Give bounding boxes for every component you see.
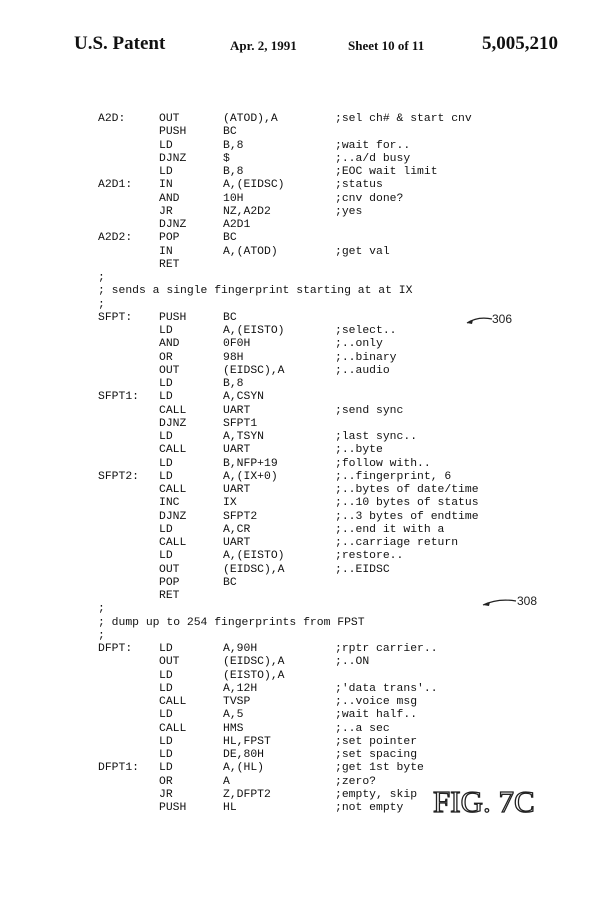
code-operand: A,CSYN	[223, 391, 265, 404]
code-comment: ;set pointer	[335, 735, 418, 748]
code-comment: ;status	[335, 179, 383, 192]
assembly-listing	[98, 113, 568, 815]
code-comment: ;not empty	[335, 802, 404, 814]
code-operand: BC	[223, 576, 237, 589]
code-opcode: PUSH	[159, 126, 187, 139]
code-comment: ;send sync	[335, 404, 404, 417]
code-operand: B,8	[223, 166, 244, 178]
comment-line: ; sends a single fingerprint starting at at IX	[98, 285, 413, 298]
code-line	[98, 193, 568, 206]
code-comment: ;wait half..	[335, 709, 418, 722]
code-operand: B,NFP+19	[223, 457, 278, 470]
code-line	[98, 418, 568, 431]
code-comment: ;..bytes of date/time	[335, 484, 479, 496]
code-opcode: PUSH	[159, 311, 187, 324]
code-line	[98, 444, 568, 457]
code-opcode: CALL	[159, 696, 187, 708]
code-label: A2D2:	[98, 232, 133, 245]
code-operand: BC	[223, 126, 237, 139]
code-operand: A,CR	[223, 523, 251, 536]
code-operand: (EIDSC),A	[223, 656, 285, 669]
code-opcode: LD	[159, 749, 173, 761]
code-operand: A,(EISTO)	[223, 325, 285, 337]
code-comment: ;..fingerprint, 6	[335, 470, 452, 483]
code-line	[98, 219, 568, 232]
code-line	[98, 365, 568, 378]
code-comment: ;'data trans'..	[335, 682, 438, 695]
code-comment: ;EOC wait limit	[335, 166, 438, 178]
code-opcode: POP	[159, 232, 180, 245]
code-line	[98, 511, 568, 524]
code-comment: ;yes	[335, 205, 363, 218]
code-line	[98, 140, 568, 153]
code-operand: HL,FPST	[223, 735, 271, 748]
code-line	[98, 656, 568, 669]
code-opcode: OUT	[159, 364, 180, 377]
code-operand: B,8	[223, 139, 244, 152]
code-opcode: IN	[159, 179, 173, 192]
code-operand: Z,DFPT2	[223, 788, 271, 801]
code-line	[98, 325, 568, 338]
code-comment: ;set spacing	[335, 749, 418, 761]
code-comment: ;..end it with a	[335, 523, 445, 536]
code-opcode: LD	[159, 325, 173, 337]
figure-label: FIG. 7C	[433, 784, 535, 819]
code-comment: ;sel ch# & start cnv	[335, 113, 472, 125]
code-line	[98, 179, 568, 192]
code-opcode: OUT	[159, 656, 180, 669]
code-label: SFPT2:	[98, 470, 140, 483]
code-comment: ;..ON	[335, 656, 370, 669]
code-line	[98, 206, 568, 219]
code-line	[98, 166, 568, 179]
code-label: SFPT:	[98, 311, 133, 324]
code-comment: ;empty, skip	[335, 788, 418, 801]
code-label: SFPT1:	[98, 391, 140, 404]
code-comment: ;cnv done?	[335, 192, 404, 205]
comment-line: ;	[98, 603, 105, 616]
code-operand: TVSP	[223, 696, 251, 708]
code-line	[98, 113, 568, 126]
code-comment: ;wait for..	[335, 139, 411, 152]
code-operand: SFPT2	[223, 510, 258, 523]
code-comment: ;rptr carrier..	[335, 643, 438, 655]
code-line	[98, 153, 568, 166]
code-line	[98, 723, 568, 736]
code-operand: IX	[223, 497, 237, 510]
code-operand: A	[223, 775, 230, 788]
code-opcode: LD	[159, 682, 173, 695]
code-comment: ;follow with..	[335, 457, 431, 470]
patent-number: 5,005,210	[482, 33, 558, 54]
code-line	[98, 259, 568, 272]
code-comment: ;..byte	[335, 444, 383, 457]
code-opcode: CALL	[159, 444, 187, 457]
code-comment: ;..a/d busy	[335, 152, 411, 165]
code-line	[98, 762, 568, 775]
code-opcode: LD	[159, 139, 173, 152]
code-comment: ;..only	[335, 338, 383, 351]
code-operand: UART	[223, 444, 251, 457]
code-opcode: OUT	[159, 563, 180, 576]
code-line	[98, 285, 568, 298]
code-comment: ;last sync..	[335, 431, 418, 443]
code-line	[98, 338, 568, 351]
code-operand: A,5	[223, 709, 244, 722]
code-comment: ;..carriage return	[335, 537, 459, 549]
code-opcode: OR	[159, 775, 173, 788]
code-opcode: LD	[159, 431, 173, 443]
code-comment: ;..EIDSC	[335, 563, 390, 576]
code-opcode: DJNZ	[159, 510, 187, 523]
code-line	[98, 352, 568, 365]
code-line	[98, 749, 568, 762]
code-operand: 10H	[223, 192, 244, 205]
code-operand: DE,80H	[223, 749, 265, 761]
code-comment: ;get 1st byte	[335, 762, 424, 775]
code-comment: ;..a sec	[335, 722, 390, 735]
code-operand: (EISTO),A	[223, 669, 285, 682]
code-opcode: LD	[159, 523, 173, 536]
code-operand: A,90H	[223, 643, 258, 655]
code-line	[98, 683, 568, 696]
code-operand: UART	[223, 484, 251, 496]
code-opcode: LD	[159, 643, 173, 655]
code-line	[98, 471, 568, 484]
code-line	[98, 484, 568, 497]
code-comment: ;select..	[335, 325, 397, 337]
code-opcode: POP	[159, 576, 180, 589]
code-opcode: CALL	[159, 484, 187, 496]
comment-line: ; dump up to 254 fingerprints from FPST	[98, 616, 365, 629]
comment-line: ;	[98, 298, 105, 311]
code-opcode: LD	[159, 550, 173, 563]
code-line	[98, 564, 568, 577]
code-opcode: CALL	[159, 537, 187, 549]
code-operand: 98H	[223, 351, 244, 364]
code-operand: SFPT1	[223, 417, 258, 430]
code-line	[98, 431, 568, 444]
code-opcode: LD	[159, 457, 173, 470]
code-comment: ;get val	[335, 245, 390, 258]
code-operand: BC	[223, 311, 237, 324]
reference-leader-306	[466, 314, 494, 326]
sheet-number: Sheet 10 of 11	[348, 38, 425, 53]
code-line	[98, 391, 568, 404]
code-opcode: LD	[159, 391, 173, 404]
code-operand: A,(IX+0)	[223, 470, 278, 483]
code-operand: (ATOD),A	[223, 113, 278, 125]
code-label: A2D1:	[98, 179, 133, 192]
code-line	[98, 577, 568, 590]
code-operand: UART	[223, 404, 251, 417]
code-operand: A,TSYN	[223, 431, 265, 443]
code-operand: BC	[223, 232, 237, 245]
code-operand: NZ,A2D2	[223, 205, 271, 218]
code-opcode: LD	[159, 470, 173, 483]
code-comment: ;..3 bytes of endtime	[335, 510, 479, 523]
code-comment: ;..10 bytes of status	[335, 497, 479, 510]
code-line	[98, 232, 568, 245]
reference-numeral-306: 306	[492, 312, 513, 326]
code-line	[98, 378, 568, 391]
code-line	[98, 630, 568, 643]
code-opcode: LD	[159, 735, 173, 748]
code-operand: A,(EIDSC)	[223, 179, 285, 192]
code-operand: A,(EISTO)	[223, 550, 285, 563]
code-operand: $	[223, 152, 230, 165]
code-label: A2D:	[98, 113, 126, 125]
code-operand: A,(HL)	[223, 762, 265, 775]
code-opcode: DJNZ	[159, 152, 187, 165]
code-operand: (EIDSC),A	[223, 364, 285, 377]
code-opcode: JR	[159, 205, 173, 218]
code-opcode: LD	[159, 378, 173, 390]
code-label: DFPT:	[98, 643, 133, 655]
code-opcode: AND	[159, 338, 180, 351]
code-line	[98, 670, 568, 683]
code-opcode: LD	[159, 669, 173, 682]
code-opcode: CALL	[159, 404, 187, 417]
code-operand: A,12H	[223, 682, 258, 695]
code-operand: A,(ATOD)	[223, 245, 278, 258]
reference-leader-308	[482, 596, 518, 608]
comment-line: ;	[98, 272, 105, 284]
code-operand: HMS	[223, 722, 244, 735]
code-comment: ;..voice msg	[335, 696, 418, 708]
code-line	[98, 299, 568, 312]
code-line	[98, 524, 568, 537]
code-line	[98, 458, 568, 471]
code-line	[98, 736, 568, 749]
code-label: DFPT1:	[98, 762, 140, 775]
code-operand: HL	[223, 802, 237, 814]
code-operand: (EIDSC),A	[223, 563, 285, 576]
code-line	[98, 550, 568, 563]
code-opcode: LD	[159, 166, 173, 178]
code-opcode: DJNZ	[159, 417, 187, 430]
code-line	[98, 643, 568, 656]
code-line	[98, 497, 568, 510]
code-opcode: OUT	[159, 113, 180, 125]
code-line	[98, 537, 568, 550]
code-line	[98, 126, 568, 139]
code-opcode: INC	[159, 497, 180, 510]
reference-numeral-308: 308	[517, 594, 538, 608]
code-line	[98, 246, 568, 259]
code-operand: 0F0H	[223, 338, 251, 351]
code-line	[98, 272, 568, 285]
code-comment: ;restore..	[335, 550, 404, 563]
code-opcode: JR	[159, 788, 173, 801]
patent-title: U.S. Patent	[74, 33, 166, 54]
code-line	[98, 696, 568, 709]
code-comment: ;zero?	[335, 775, 377, 788]
code-opcode: AND	[159, 192, 180, 205]
code-operand: UART	[223, 537, 251, 549]
code-line	[98, 405, 568, 418]
patent-date: Apr. 2, 1991	[230, 38, 297, 53]
code-operand: A2D1	[223, 219, 251, 231]
code-comment: ;..audio	[335, 364, 390, 377]
code-opcode: PUSH	[159, 802, 187, 814]
code-opcode: LD	[159, 709, 173, 722]
code-opcode: LD	[159, 762, 173, 775]
code-opcode: DJNZ	[159, 219, 187, 231]
code-opcode: IN	[159, 245, 173, 258]
code-opcode: CALL	[159, 722, 187, 735]
code-comment: ;..binary	[335, 351, 397, 364]
code-line	[98, 617, 568, 630]
code-operand: B,8	[223, 378, 244, 390]
comment-line: ;	[98, 629, 105, 642]
code-opcode: RET	[159, 258, 180, 271]
code-line	[98, 709, 568, 722]
code-opcode: OR	[159, 351, 173, 364]
code-opcode: RET	[159, 590, 180, 602]
